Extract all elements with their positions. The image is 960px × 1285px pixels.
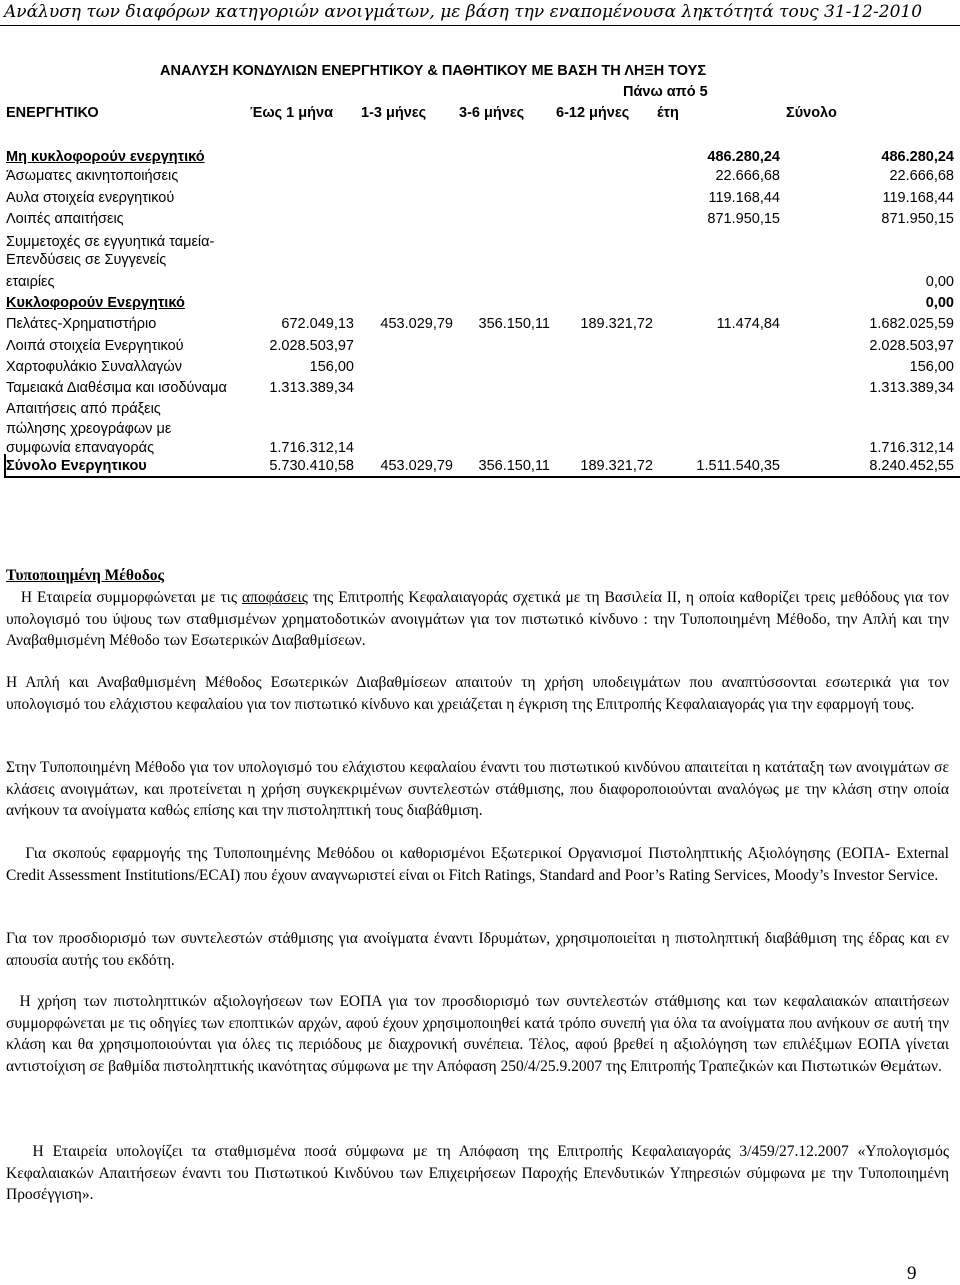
paragraph-5: Για τον προσδιορισμό των συντελεστών στάθμισης για ανοίγματα έναντι Ιδρυμάτων, χρησιμοποιείται η πιστοληπτική διαβάθμιση της έδρας και εν απουσία αυτής του εκδότη. [6, 930, 949, 969]
cell-up-to-1-month: 5.730.410,58 [269, 458, 354, 474]
table-row [0, 249, 960, 271]
page-number: 9 [907, 1263, 917, 1284]
row-label: πώλησης χρεογράφων με [6, 421, 172, 437]
table-row [0, 313, 960, 335]
cell-total: 2.028.503,97 [869, 338, 954, 354]
table-row [0, 356, 960, 378]
section-heading [6, 565, 949, 587]
cell-total: 119.168,44 [882, 190, 954, 206]
paragraph-2: Η Απλή και Αναβαθμισμένη Μέθοδος Εσωτερικών Διαβαθμίσεων απαιτούν τη χρήση υποδειγμάτων που αναπτύσσονται εσωτερικά για τον υπολογισμό του ελάχιστου κεφαλαίου για τον πιστωτικό κίνδυνο και χρειάζεται η έγκριση της Επιτροπής Κεφαλαιαγοράς για την εφαρμογή τους. [6, 674, 949, 713]
cell-6-12-months: 189.321,72 [580, 458, 653, 474]
cell-total: 8.240.452,55 [869, 458, 954, 474]
column-header-3-6-months: 3-6 μήνες [459, 105, 525, 121]
table-row-total [0, 455, 960, 477]
paragraph-1 [6, 587, 953, 652]
cell-total: 1.682.025,59 [869, 316, 954, 332]
row-label: Ταμειακά Διαθέσιμα και ισοδύναμα [6, 380, 227, 396]
table-row [0, 271, 960, 293]
paragraph-6: Η χρήση των πιστοληπτικών αξιολογήσεων των ΕΟΠΑ για τον προσδιορισμό των συντελεστών στάθμισης και των κεφαλαιακών απαιτήσεων συμμορφώνεται με τις οδηγίες των εποπτικών αρχών, αφού έχουν χρησιμοποιηθεί κατά τρόπο συνεπή για όλα τα ανοίγματα που ανήκουν σε αυτή την κλάση και θα χρησιμοποιούνται για όλες τις περιόδους με διαχρονική συνέπεια. Τέλος, αφού βρεθεί η αξιολόγηση των επιλέξιμων ΕΟΠΑ γίνεται αντιστοίχιση σε βαθμίδα πιστοληπτικής ικανότητας σύμφωνα με την Απόφαση 250/4/25.9.2007 της Επιτροπής Τραπεζικών και Πιστωτικών Θεμάτων. [6, 993, 953, 1075]
column-header-over-5-years-bottom: έτη [657, 105, 679, 121]
row-label: εταιρίες [6, 274, 55, 290]
column-header-over-5-years-top: Πάνω από 5 [623, 84, 708, 100]
column-header-up-to-1-month: Έως 1 μήνα [250, 105, 333, 121]
cell-up-to-1-month: 1.716.312,14 [269, 440, 354, 456]
table-title: ΑΝΑΛΥΣΗ ΚΟΝΔΥΛΙΩΝ ΕΝΕΡΓΗΤΙΚΟΥ & ΠΑΘΗΤΙΚΟΥ ΜΕ ΒΑΣΗ ΤΗ ΛΗΞΗ ΤΟΥΣ [160, 63, 707, 79]
cell-1-3-months: 453.029,79 [380, 458, 453, 474]
table-row [0, 398, 960, 420]
row-label: Κυκλοφορούν Ενεργητικό [6, 295, 185, 311]
table-row [0, 377, 960, 399]
column-header-assets: ΕΝΕΡΓΗΤΙΚΟ [6, 105, 99, 121]
cell-total: 1.716.312,14 [869, 440, 954, 456]
cell-total: 871.950,15 [881, 211, 954, 227]
paragraph-4: Για σκοπούς εφαρμογής της Τυποποιημένης Μεθόδου οι καθορισμένοι Εξωτερικοί Οργανισμοί Πιστοληπτικής Αξιολόγησης (ΕΟΠΑ- External Credit Assessment Institutions/ECAI) που έχουν αναγνωριστεί είναι οι Fitch Ratings, Standard and Poor’s Rating Services, Moody’s Investor Service. [6, 845, 953, 884]
cell-over-5-years: 486.280,24 [707, 149, 780, 165]
paragraph-1-end: της Επιτροπής Κεφαλαιαγοράς σχετικά με τη Βασιλεία ΙΙ, η οποία καθορίζει τρεις μεθόδους για τον υπολογισμό του ύψους των σταθμισμένων χρηματοδοτικών ανοιγμάτων για τον πιστωτικό κίνδυνο : την Τυποποιημένη Μέθοδο, την Απλή και την Αναβαθμισμένη Μέθοδο των Εσωτερικών Διαβαθμίσεων. [6, 589, 953, 649]
row-label: Επενδύσεις σε Συγγενείς [6, 252, 167, 268]
row-label: Συμμετοχές σε εγγυητικά ταμεία- [6, 234, 215, 250]
cell-up-to-1-month: 2.028.503,97 [269, 338, 354, 354]
cell-3-6-months: 356.150,11 [478, 458, 550, 474]
cell-over-5-years: 119.168,44 [708, 190, 780, 206]
row-label: Αυλα στοιχεία ενεργητικού [6, 190, 175, 206]
section-heading-text: Τυποποιημένη Μέθοδος [6, 567, 165, 584]
cell-over-5-years: 871.950,15 [707, 211, 780, 227]
cell-total: 0,00 [925, 295, 954, 311]
decisions-underlined: αποφάσεις [241, 589, 308, 606]
cell-total: 0,00 [925, 274, 954, 290]
row-label: Λοιπά στοιχεία Ενεργητικού [6, 338, 184, 354]
paragraph-1-start: Η Εταιρεία συμμορφώνεται με τις [6, 589, 242, 606]
table-row [0, 335, 960, 357]
column-header-6-12-months: 6-12 μήνες [556, 105, 630, 121]
column-header-1-3-months: 1-3 μήνες [361, 105, 427, 121]
table-row [0, 208, 960, 230]
paragraph-3: Στην Τυποποιημένη Μέθοδο για τον υπολογισμό του ελάχιστου κεφαλαίου έναντι του πιστωτικού κινδύνου απαιτείται η κατάταξη των ανοιγμάτων σε κλάσεις ανοιγμάτων, και προτείνεται η χρήση συγκεκριμένων συντελεστών στάθμισης, που διαφοροποιούνται αναλόγως με την κλάση στην οποία ανήκουν τα ανοίγματα καθώς επίσης και την πιστοληπτική τους διαβάθμιση. [6, 759, 949, 819]
column-header-total: Σύνολο [786, 105, 837, 121]
cell-over-5-years: 11.474,84 [716, 316, 780, 332]
cell-total: 486.280,24 [881, 149, 954, 165]
header-divider [0, 25, 960, 26]
row-label: Μη κυκλοφορούν ενεργητικό [6, 149, 205, 165]
table-row [0, 292, 960, 314]
cell-total: 1.313.389,34 [869, 380, 954, 396]
cell-up-to-1-month: 1.313.389,34 [269, 380, 354, 396]
page-header-title: Ανάλυση των διαφόρων κατηγοριών ανοιγμάτων, με βάση την εναπομένουσα ληκτότητά τους 31-12-2010 [4, 2, 923, 22]
paragraph-7: Η Εταιρεία υπολογίζει τα σταθμισμένα ποσά σύμφωνα με τη Απόφαση της Επιτροπής Κεφαλαιαγοράς 3/459/27.12.2007 «Υπολογισμός Κεφαλαιακών Απαιτήσεων έναντι του Πιστωτικού Κινδύνου των Επιχειρήσεων Παροχής Επενδυτικών Υπηρεσιών σύμφωνα με την Τυποποιημένη Προσέγγιση». [6, 1143, 953, 1203]
row-label: Χαρτοφυλάκιο Συναλλαγών [6, 359, 183, 375]
cell-up-to-1-month: 156,00 [309, 359, 354, 375]
row-label: συμφωνία επαναγοράς [6, 440, 155, 456]
cell-up-to-1-month: 672.049,13 [281, 316, 354, 332]
cell-3-6-months: 356.150,11 [478, 316, 550, 332]
cell-over-5-years: 22.666,68 [715, 168, 780, 184]
cell-over-5-years: 1.511.540,35 [696, 458, 780, 474]
cell-6-12-months: 189.321,72 [580, 316, 653, 332]
row-label: Άσωματες ακινητοποιήσεις [6, 168, 179, 184]
cell-total: 156,00 [909, 359, 954, 375]
table-row [0, 165, 960, 187]
cell-total: 22.666,68 [889, 168, 954, 184]
row-label: Απαιτήσεις από πράξεις [6, 401, 161, 417]
cell-1-3-months: 453.029,79 [380, 316, 453, 332]
row-label: Πελάτες-Χρηματιστήριο [6, 316, 157, 332]
table-row [0, 187, 960, 209]
row-label: Λοιπές απαιτήσεις [6, 211, 124, 227]
row-label: Σύνολο Ενεργητικου [6, 458, 147, 474]
